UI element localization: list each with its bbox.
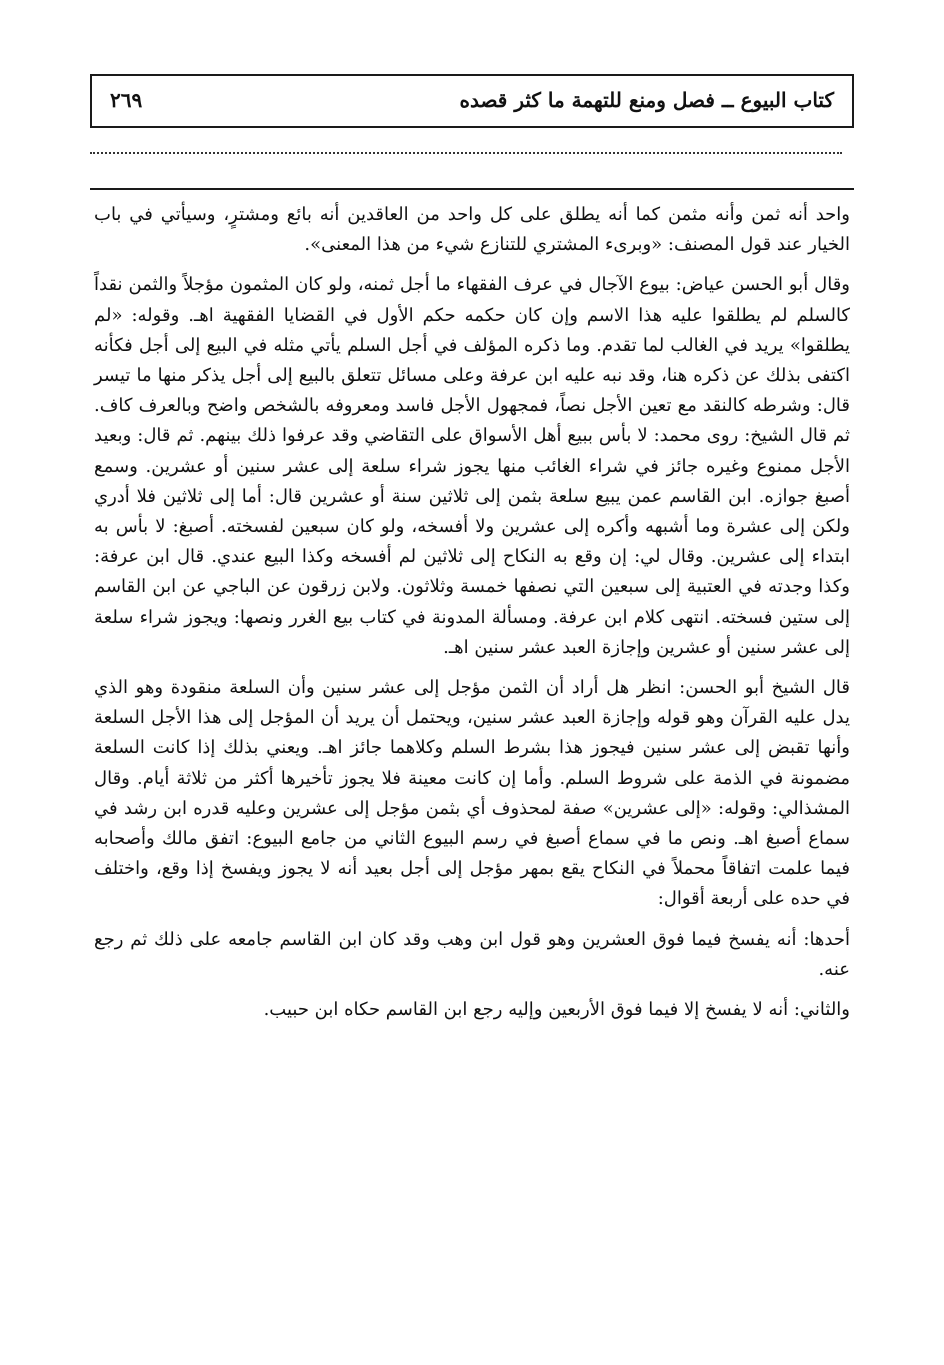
running-header bbox=[90, 74, 854, 128]
dotted-divider bbox=[90, 152, 842, 154]
paragraph: أحدها: أنه يفسخ فيما فوق العشرين وهو قول ابن وهب وقد كان ابن القاسم جامعه على ذلك ثم رجع عنه. bbox=[94, 928, 850, 980]
paragraph: واحد أنه ثمن وأنه مثمن كما أنه يطلق على كل واحد من العاقدين أنه بائع ومشترٍ، وسيأتي في باب الخيار عند قول المصنف: «وبرىء المشتري للتنازع شيء من هذا المعنى». bbox=[94, 204, 850, 256]
paragraph: وقال أبو الحسن عياض: بيوع الآجال في عرف الفقهاء ما أجل ثمنه، ولو كان المثمون مؤجلاً والثمن نقداً كالسلم لم يطلقوا عليه هذا الاسم وإن كان حكمه حكم الأول في القضايا الفقهية اهـ. وقوله: «لم يطلقوا» يريد في الغالب لما تقدم. وما ذكره المؤلف في أجل السلم يأتي مثله في البيع إلى أجل فكأنه اكتفى بذلك عن ذكره هنا، وقد نبه عليه ابن عرفة وعلى مسائل تتعلق بالبيع إلى أجل يذكر منها ما تيسر قال: وشرطه كالنقد مع تعين الأجل نصاً، فمجهول الأجل فاسد ومعروفه بالشخص واضح وبالعرف كاف. ثم قال الشيخ: روى محمد: لا بأس ببيع أهل الأسواق على التقاضي وقد عرفوا ذلك بينهم. ثم قال: وبعيد الأجل ممنوع وغيره جائز في شراء الغائب منها يجوز شراء سلعة إلى عشر سنين أو عشرين. وسمع أصبغ جوازه. ابن القاسم عمن يبيع سلعة بثمن إلى ثلاثين سنة أو عشرين قال: أما إلى ثلاثين فلا أدري ولكن إلى عشرة وما أشبهه وأكره إلى عشرين ولا أفسخه، ولو كان سبعين لفسخته. أصبغ: لا بأس به ابتداء إلى عشرين. وقال لي: إن وقع به النكاح إلى ثلاثين لم أفسخه وكذا البيع عندي. قال ابن عرفة: وكذا وجدته في العتبية إلى سبعين التي نصفها خمسة وثلاثون. ولابن زرقون عن الباجي عن ابن القاسم إلى ستين فسخته. انتهى كلام ابن عرفة. ومسألة المدونة في كتاب بيع الغرر ونصها: ويجوز شراء سلعة إلى عشر سنين أو عشرين وإجازة العبد عشر سنين اهـ. bbox=[94, 274, 850, 658]
page-number: ٢٦٩ bbox=[110, 88, 143, 112]
header-rule bbox=[90, 188, 854, 190]
paragraph: قال الشيخ أبو الحسن: انظر هل أراد أن الثمن مؤجل إلى عشر سنين وأن السلعة منقودة وهو الذي يدل عليه القرآن وهو قوله وإجازة العبد عشر سنين، ويحتمل أن يريد أن المؤجل إلى هذا الأجل السلعة وأنها تقبض إلى عشر سنين فيجوز هذا بشرط السلم وكلاهما جائز اهـ. ويعني بذلك إذا كانت السلعة مضمونة في الذمة على شروط السلم. وأما إن كانت معينة فلا يجوز تأخيرها أكثر من ثلاثة أيام. وقال المشذالي: وقوله: «إلى عشرين» صفة لمحذوف أي بثمن مؤجل إلى عشرين وعليه قدره ابن رشد في سماع أصبغ اهـ. ونص ما في سماع أصبغ في رسم البيوع الثاني من جامع البيوع: اتفق مالك وأصحابه فيما علمت اتفاقاً محملاً في النكاح يقع بمهر مؤجل إلى أجل بعيد أنه لا يجوز ويفسخ إذا وقع، واختلف في حده على أربعة أقوال: bbox=[94, 677, 850, 910]
paragraph: والثاني: أنه لا يفسخ إلا فيما فوق الأربعين وإليه رجع ابن القاسم حكاه ابن حبيب. bbox=[263, 999, 850, 1021]
header-title: كتاب البيوع ــ فصل ومنع للتهمة ما كثر قصده bbox=[459, 88, 834, 112]
main-text bbox=[94, 200, 850, 1025]
